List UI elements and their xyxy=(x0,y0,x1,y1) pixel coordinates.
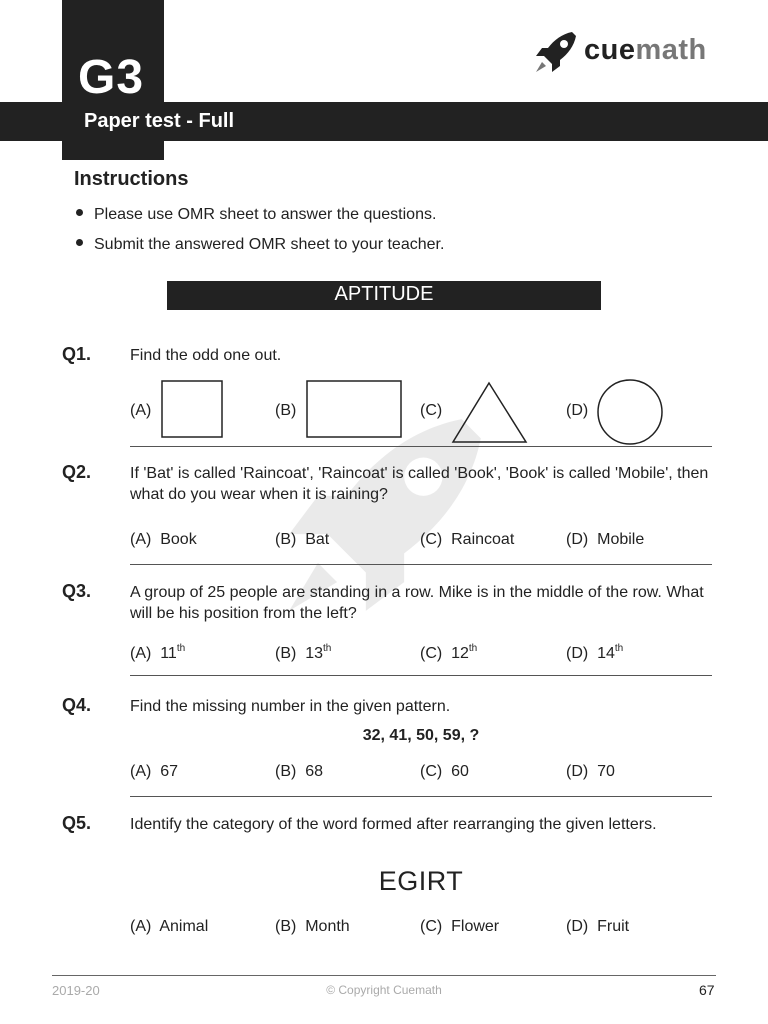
circle-shape xyxy=(598,380,662,444)
option-label: (C) xyxy=(420,918,443,935)
question-text: A group of 25 people are standing in a row. Mike is in the middle of the row. What will be his position from the left? xyxy=(130,584,704,622)
option-label: (C) xyxy=(420,531,443,548)
option-c xyxy=(420,531,514,549)
option-a xyxy=(130,918,208,936)
option-a xyxy=(130,645,185,663)
option-label: (B) xyxy=(275,763,297,780)
question-number: Q1. xyxy=(62,344,92,364)
logo-cue-text: cue xyxy=(584,34,636,66)
option-c xyxy=(420,918,499,936)
option-b xyxy=(275,763,323,781)
question-divider xyxy=(130,675,712,676)
question-divider xyxy=(130,446,712,447)
option-text: 14 xyxy=(597,645,615,662)
question-divider xyxy=(130,564,712,565)
question-number: Q3. xyxy=(62,581,92,601)
option-c xyxy=(420,763,469,781)
option-a xyxy=(130,763,178,781)
option-label: (D) xyxy=(566,531,589,548)
option-label: (B) xyxy=(275,918,297,935)
footer-copyright: © Copyright Cuemath xyxy=(326,983,442,997)
question-number: Q4. xyxy=(62,695,92,715)
option-label: (B) xyxy=(275,645,297,662)
option-text: Animal xyxy=(159,918,209,935)
option-d-label: (D) xyxy=(566,402,589,419)
option-label: (A) xyxy=(130,918,152,935)
option-suffix: th xyxy=(323,643,332,654)
option-label: (A) xyxy=(130,763,152,780)
option-text: 67 xyxy=(160,763,179,780)
q1-shapes xyxy=(0,0,768,460)
option-label: (B) xyxy=(275,531,297,548)
question-text: Identify the category of the word formed after rearranging the given letters. xyxy=(130,816,657,833)
option-text: 12 xyxy=(451,645,469,662)
option-d xyxy=(566,763,615,781)
option-a xyxy=(130,531,197,549)
instruction-text: Please use OMR sheet to answer the questions. xyxy=(94,206,437,223)
option-text: 70 xyxy=(597,763,615,780)
question-text: Find the missing number in the given pattern. xyxy=(130,698,451,715)
jumbled-word: EGIRT xyxy=(378,866,464,896)
option-label: (D) xyxy=(566,763,589,780)
question-number: Q5. xyxy=(62,813,92,833)
option-text: Raincoat xyxy=(451,531,515,548)
option-b xyxy=(275,918,350,936)
grade-label: G3 xyxy=(78,51,145,104)
option-suffix: th xyxy=(614,643,624,654)
option-text: 68 xyxy=(305,763,324,780)
option-label: (D) xyxy=(566,918,589,935)
option-suffix: th xyxy=(176,643,186,654)
paper-title: Paper test - Full xyxy=(84,110,235,132)
number-pattern: 32, 41, 50, 59, ? xyxy=(362,727,480,744)
option-text: Month xyxy=(305,918,350,935)
option-text: Mobile xyxy=(597,531,645,548)
rectangle-shape xyxy=(307,381,401,437)
option-c xyxy=(420,645,477,663)
triangle-shape xyxy=(453,383,526,442)
option-text: Fruit xyxy=(597,918,630,935)
option-label: (C) xyxy=(420,645,443,662)
logo-math-text: math xyxy=(635,34,707,66)
instruction-text: Submit the answered OMR sheet to your teacher. xyxy=(94,236,445,253)
page-number: 67 xyxy=(699,982,715,998)
option-label: (D) xyxy=(566,645,589,662)
option-b xyxy=(275,645,331,663)
question-text: Find the odd one out. xyxy=(130,347,282,364)
question-number: Q2. xyxy=(62,462,92,482)
option-d xyxy=(566,531,644,549)
question-text: If 'Bat' is called 'Raincoat', 'Raincoat' is called 'Book', 'Book' is called 'Mobile', then what do you wear when it is raining? xyxy=(130,465,709,503)
option-b-label: (B) xyxy=(275,402,297,419)
option-d xyxy=(566,645,623,663)
option-b xyxy=(275,531,329,549)
option-a-label: (A) xyxy=(130,402,152,419)
footer-year: 2019-20 xyxy=(52,983,100,998)
section-title: APTITUDE xyxy=(334,283,434,305)
option-d xyxy=(566,918,629,936)
option-c-label: (C) xyxy=(420,402,443,419)
option-text: Flower xyxy=(451,918,500,935)
option-text: 60 xyxy=(451,763,469,780)
instructions-heading: Instructions xyxy=(74,168,189,190)
option-text: 11 xyxy=(160,645,177,662)
option-text: 13 xyxy=(305,645,324,662)
footer-divider xyxy=(52,975,716,976)
option-suffix: th xyxy=(468,643,478,654)
option-label: (C) xyxy=(420,763,443,780)
question-divider xyxy=(130,796,712,797)
option-text: Book xyxy=(160,531,197,548)
option-label: (A) xyxy=(130,645,152,662)
option-label: (A) xyxy=(130,531,152,548)
square-shape xyxy=(162,381,222,437)
option-text: Bat xyxy=(305,531,330,548)
